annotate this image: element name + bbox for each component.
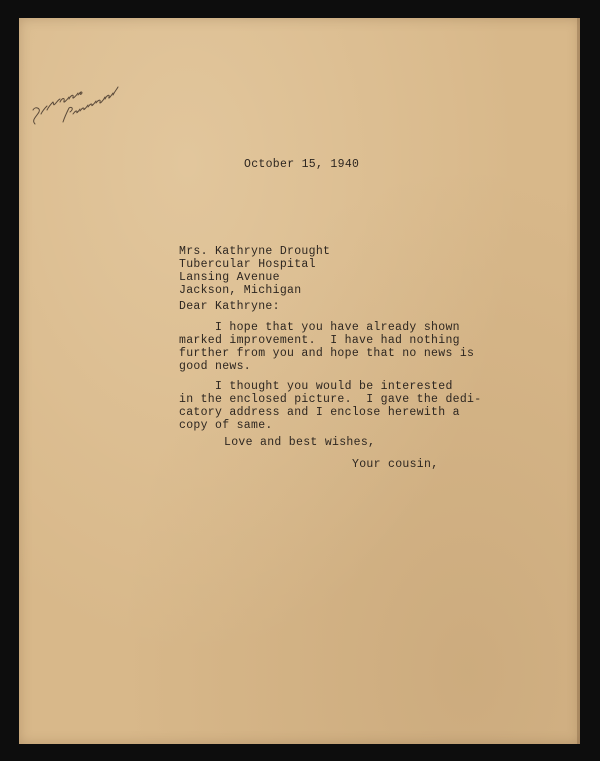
salutation: Dear Kathryne: (179, 300, 280, 313)
address-line-street: Lansing Avenue (179, 271, 280, 284)
paragraph-1-line: further from you and hope that no news is (179, 347, 475, 360)
address-line-name: Mrs. Kathryne Drought (179, 245, 331, 258)
paragraph-2-line: catory address and I enclose herewith a (179, 406, 460, 419)
address-line-city: Jackson, Michigan (179, 284, 302, 297)
letter-date: October 15, 1940 (244, 158, 360, 171)
closing: Love and best wishes, (224, 436, 376, 449)
paragraph-1-line: I hope that you have already shown (179, 321, 460, 334)
paragraph-2-line: I thought you would be interested (179, 380, 453, 393)
page-edge-shadow (577, 18, 580, 744)
address-line-institution: Tubercular Hospital (179, 258, 316, 271)
paragraph-1-line: good news. (179, 360, 252, 373)
signoff: Your cousin, (352, 458, 439, 471)
paragraph-2-line: copy of same. (179, 419, 273, 432)
paragraph-2-line: in the enclosed picture. I gave the dedi- (179, 393, 482, 406)
paragraph-1-line: marked improvement. I have had nothing (179, 334, 460, 347)
letter-page (19, 18, 580, 744)
handwritten-marginalia (27, 62, 137, 132)
